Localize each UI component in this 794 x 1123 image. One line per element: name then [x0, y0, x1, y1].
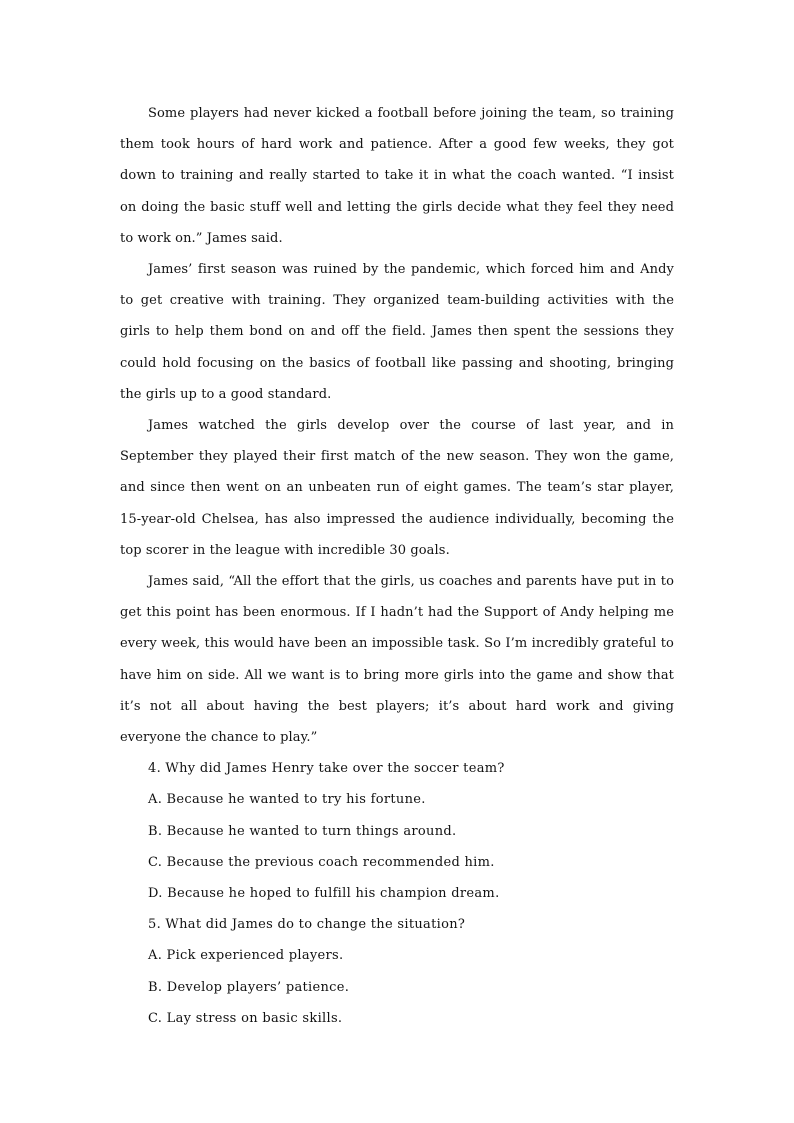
answer-option-a: A. Because he wanted to try his fortune. [148, 792, 426, 808]
answer-option-d: D. Because he hoped to fulfill his champion dream. [148, 886, 500, 902]
question-5 [120, 909, 674, 1034]
answer-option-c: C. Lay stress on basic skills. [148, 1010, 343, 1026]
answer-option-a: A. Pick experienced players. [148, 948, 344, 964]
document-page [120, 98, 674, 1034]
passage-paragraph: James said, “All the effort that the girls, us coaches and parents have put in to get this point has been enormous. If I hadn’t had the Support of Andy helping me every week, this would have been an impossible task. So I’m incredibly grateful to have him on side. All we want is to bring more girls into the game and show that it’s not all about having the best players; it’s about hard work and giving everyone the chance to play.” [120, 574, 674, 746]
reading-passage [120, 98, 674, 753]
answer-option-b: B. Develop players’ patience. [148, 979, 350, 995]
answer-option-b: B. Because he wanted to turn things around. [148, 823, 457, 839]
passage-paragraph: James watched the girls develop over the course of last year, and in September they played their first match of the new season. They won the game, and since then went on an unbeaten run of eight games. The team’s star player, 15-year-old Chelsea, has also impressed the audience individually, becoming the top scorer in the league with incredible 30 goals. [120, 418, 674, 558]
passage-paragraph: James’ first season was ruined by the pandemic, which forced him and Andy to get creative with training. They organized team-building activities with the girls to help them bond on and off the field. James then spent the sessions they could hold focusing on the basics of football like passing and shooting, bringing the girls up to a good standard. [120, 262, 674, 402]
question-stem: 5. What did James do to change the situation? [148, 917, 466, 933]
passage-paragraph: Some players had never kicked a football before joining the team, so training them took hours of hard work and patience. After a good few weeks, they got down to training and really started to take it in what the coach wanted. “I insist on doing the basic stuff well and letting the girls decide what they feel they need to work on.” James said. [120, 106, 674, 246]
question-4 [120, 753, 674, 909]
question-stem: 4. Why did James Henry take over the soccer team? [148, 761, 505, 777]
answer-option-c: C. Because the previous coach recommended him. [148, 854, 495, 870]
